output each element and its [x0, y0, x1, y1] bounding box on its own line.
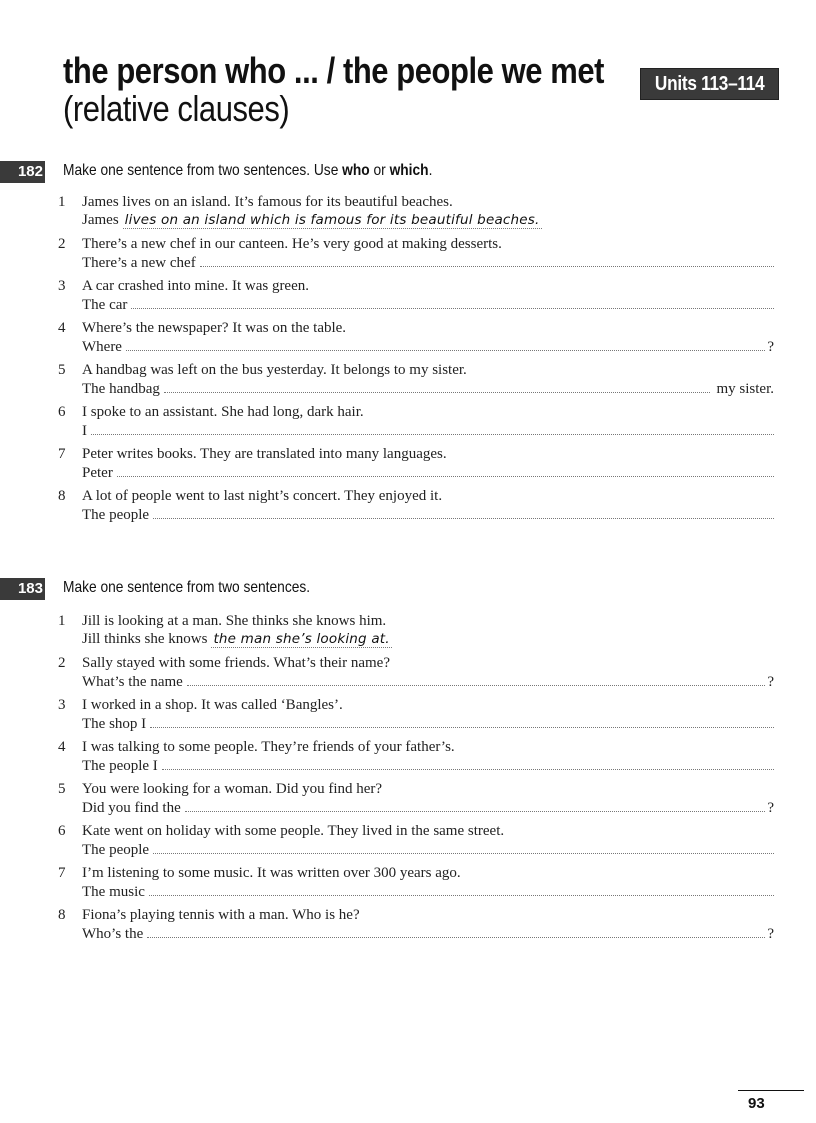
- item-prompt: A lot of people went to last night’s concert. They enjoyed it.: [82, 488, 443, 504]
- answer-line: [82, 757, 774, 775]
- answer-start: What’s the name: [82, 674, 183, 690]
- item-prompt: Where’s the newspaper? It was on the table.: [82, 320, 347, 336]
- exercise-item: [58, 320, 774, 362]
- exercise-number-badge: 183: [0, 578, 45, 600]
- units-badge-label: Units 113–114: [654, 73, 765, 95]
- answer-start: Where: [82, 339, 122, 355]
- exercise-items-list: [58, 194, 774, 530]
- item-prompt: Kate went on holiday with some people. They lived in the same street.: [82, 823, 505, 839]
- answer-line: [82, 715, 774, 733]
- answer-start: Did you find the: [82, 800, 181, 816]
- answer-line: [82, 841, 774, 859]
- item-number: 8: [58, 488, 66, 504]
- answer-start: I: [82, 423, 87, 439]
- item-prompt: Peter writes books. They are translated into many languages.: [82, 446, 447, 462]
- exercise-item: [58, 446, 774, 488]
- item-number: 7: [58, 865, 66, 881]
- item-number: 2: [58, 236, 66, 252]
- exercise-number-badge: 182: [0, 161, 45, 183]
- exercise-item: [58, 739, 774, 781]
- instruction-text: .: [428, 162, 433, 179]
- item-prompt: A car crashed into mine. It was green.: [82, 278, 309, 294]
- item-number: 4: [58, 320, 66, 336]
- answer-line: [82, 673, 774, 691]
- item-prompt: There’s a new chef in our canteen. He’s very good at making desserts.: [82, 236, 502, 252]
- answer-blank[interactable]: [147, 925, 765, 938]
- answer-start: The people: [82, 507, 150, 523]
- item-number: 6: [58, 404, 66, 420]
- instruction-keyword: which: [389, 162, 429, 179]
- answer-start: Who’s the: [82, 926, 144, 942]
- answer-blank[interactable]: [187, 673, 766, 686]
- answer-start: Jill thinks she knows: [82, 631, 208, 647]
- answer-start: The handbag: [82, 381, 160, 397]
- answer-blank[interactable]: [162, 757, 774, 770]
- instruction-text: Make one sentence from two sentences.: [63, 579, 311, 596]
- answer-start: The car: [82, 297, 128, 313]
- answer-end: ?: [767, 800, 774, 816]
- answer-start: The people I: [82, 758, 158, 774]
- item-prompt: Sally stayed with some friends. What’s their name?: [82, 655, 390, 671]
- answer-start: Peter: [82, 465, 113, 481]
- answer-end: my sister.: [716, 381, 774, 397]
- exercise-instruction: [63, 579, 350, 597]
- page-title: [63, 52, 692, 128]
- item-number: 5: [58, 781, 66, 797]
- item-prompt: I’m listening to some music. It was written over 300 years ago.: [82, 865, 461, 881]
- exercise-item: [58, 362, 774, 404]
- item-prompt: James lives on an island. It’s famous for its beautiful beaches.: [82, 194, 453, 210]
- answer-line: [82, 254, 774, 272]
- answer-start: James: [82, 212, 119, 228]
- answer-start: There’s a new chef: [82, 255, 196, 271]
- answer-line: [82, 506, 774, 524]
- item-number: 1: [58, 194, 66, 210]
- instruction-keyword: who: [342, 162, 370, 179]
- answer-blank[interactable]: [117, 464, 774, 477]
- exercise-item: [58, 236, 774, 278]
- exercise-item: [58, 907, 774, 949]
- page-number-rule: [738, 1090, 804, 1091]
- answer-end: ?: [767, 674, 774, 690]
- handwritten-answer: the man she’s looking at.: [213, 631, 390, 647]
- item-number: 3: [58, 697, 66, 713]
- page-number: 93: [748, 1095, 765, 1112]
- exercise-item: [58, 655, 774, 697]
- item-prompt: I worked in a shop. It was called ‘Bangles’.: [82, 697, 343, 713]
- item-number: 7: [58, 446, 66, 462]
- answer-line: [82, 338, 774, 356]
- answer-blank[interactable]: [149, 883, 774, 896]
- item-number: 1: [58, 613, 66, 629]
- answer-start: The shop I: [82, 716, 147, 732]
- answer-blank[interactable]: [153, 841, 774, 854]
- instruction-text: Make one sentence from two sentences. Use: [63, 162, 343, 179]
- item-prompt: A handbag was left on the bus yesterday. It belongs to my sister.: [82, 362, 467, 378]
- item-prompt: I was talking to some people. They’re friends of your father’s.: [82, 739, 455, 755]
- exercise-items-list: [58, 613, 774, 949]
- answer-blank[interactable]: [150, 715, 774, 728]
- title-line-1: the person who ... / the people we met: [63, 50, 605, 91]
- exercise-item: [58, 194, 774, 236]
- answer-line: [82, 212, 542, 229]
- item-number: 5: [58, 362, 66, 378]
- answer-blank[interactable]: [164, 380, 711, 393]
- answer-line: [82, 464, 774, 482]
- exercise-item: [58, 823, 774, 865]
- answer-blank[interactable]: [200, 254, 774, 267]
- title-line-2: (relative clauses): [63, 88, 290, 129]
- answer-blank[interactable]: [153, 506, 774, 519]
- answer-end: ?: [767, 339, 774, 355]
- exercise-item: [58, 781, 774, 823]
- item-number: 2: [58, 655, 66, 671]
- instruction-text: or: [369, 162, 390, 179]
- answer-blank[interactable]: [91, 422, 774, 435]
- item-prompt: Jill is looking at a man. She thinks she knows him.: [82, 613, 387, 629]
- answer-line: [82, 631, 392, 648]
- answer-line: [82, 296, 774, 314]
- handwritten-answer: lives on an island which is famous for its beautiful beaches.: [124, 212, 540, 228]
- item-number: 4: [58, 739, 66, 755]
- item-prompt: Fiona’s playing tennis with a man. Who is he?: [82, 907, 360, 923]
- answer-blank[interactable]: [185, 799, 766, 812]
- exercise-item: [58, 697, 774, 739]
- item-number: 8: [58, 907, 66, 923]
- answer-line: [82, 380, 774, 398]
- exercise-item: [58, 488, 774, 530]
- exercise-instruction: [63, 162, 493, 180]
- answer-end: ?: [767, 926, 774, 942]
- answer-blank[interactable]: [131, 296, 774, 309]
- exercise-item: [58, 613, 774, 655]
- exercise-item: [58, 404, 774, 446]
- answer-line: [82, 925, 774, 943]
- answer-start: The people: [82, 842, 150, 858]
- answer-line: [82, 422, 774, 440]
- answer-blank[interactable]: [126, 338, 765, 351]
- exercise-item: [58, 865, 774, 907]
- item-number: 6: [58, 823, 66, 839]
- item-prompt: You were looking for a woman. Did you find her?: [82, 781, 383, 797]
- answer-start: The music: [82, 884, 145, 900]
- item-number: 3: [58, 278, 66, 294]
- answer-line: [82, 799, 774, 817]
- answer-line: [82, 883, 774, 901]
- exercise-item: [58, 278, 774, 320]
- item-prompt: I spoke to an assistant. She had long, dark hair.: [82, 404, 364, 420]
- units-badge: [640, 68, 779, 100]
